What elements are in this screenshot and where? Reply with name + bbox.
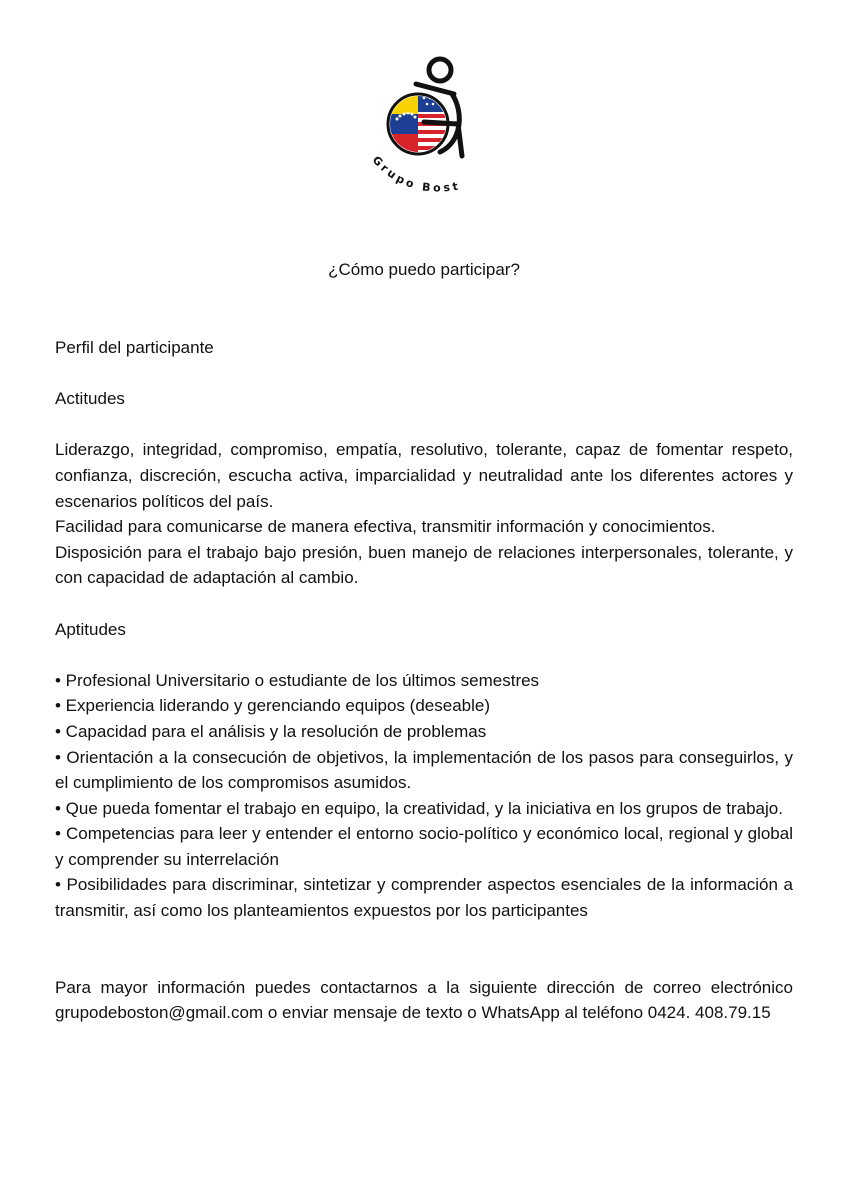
grupo-boston-logo-icon <box>366 52 486 212</box>
contact-paragraph: Para mayor información puedes contactarnos a la siguiente dirección de correo electrónico grupodeboston@gmail.com o enviar mensaje de texto o WhatsApp al teléfono 0424. 408.79.15 <box>55 977 793 1023</box>
aptitudes-item: • Orientación a la consecución de objetivos, la implementación de los pasos para conseguirlos, y el cumplimiento de los compromisos asumidos. <box>55 747 793 793</box>
aptitudes-item: • Experiencia liderando y gerenciando equipos (deseable) <box>55 696 491 716</box>
attitudes-paragraph: Liderazgo, integridad, compromiso, empatía, resolutivo, tolerante, capaz de fomentar respeto, confianza, discreción, escucha activa, imparcialidad y neutralidad ante los diferentes actores y escenarios políticos del país. <box>55 440 793 511</box>
aptitudes-item: • Profesional Universitario o estudiante de los últimos semestres <box>55 670 540 690</box>
attitudes-paragraph: Facilidad para comunicarse de manera efectiva, transmitir información y conocimientos. <box>55 517 716 537</box>
attitudes-paragraph: Disposición para el trabajo bajo presión, buen manejo de relaciones interpersonales, tolerante, y con capacidad de adaptación al cambio. <box>55 542 793 588</box>
profile-heading: Perfil del participante <box>55 338 214 357</box>
aptitudes-item: • Posibilidades para discriminar, sintetizar y comprender aspectos esenciales de la información a transmitir, así como los planteamientos expuestos por los participantes <box>55 875 793 921</box>
aptitudes-item: • Que pueda fomentar el trabajo en equipo, la creatividad, y la iniciativa en los grupos de trabajo. <box>55 798 783 818</box>
logo-text: Grupo Bost <box>369 153 462 195</box>
grupo-boston-logo <box>366 52 486 212</box>
aptitudes-item: • Capacidad para el análisis y la resolución de problemas <box>55 721 487 741</box>
document-body <box>55 335 793 1026</box>
aptitudes-item: • Competencias para leer y entender el entorno socio-político y económico local, regional y global y comprender su interrelación <box>55 824 793 869</box>
attitudes-heading: Actitudes <box>55 389 125 409</box>
page-title: ¿Cómo puedo participar? <box>328 260 520 279</box>
aptitudes-heading: Aptitudes <box>55 619 126 639</box>
